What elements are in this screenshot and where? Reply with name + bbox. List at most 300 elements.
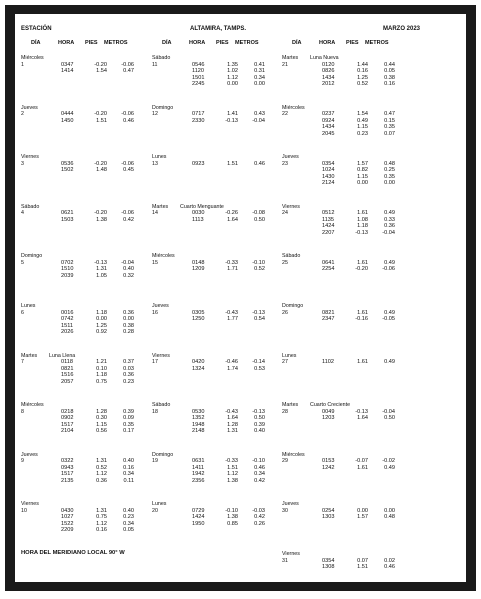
day-number: 2 — [21, 111, 24, 118]
tide-height-feet: 1.12 — [96, 471, 107, 478]
weekday-label: Domingo — [152, 451, 174, 458]
tide-height-feet: 1.18 — [96, 309, 107, 316]
tide-height-meters: 0.31 — [254, 68, 265, 74]
tide-height-meters: 0.09 — [123, 415, 134, 422]
tide-time: 0430 — [61, 507, 74, 514]
weekday-label: Viernes — [21, 154, 39, 161]
tide-height-feet: 0.49 — [357, 117, 368, 124]
tide-height-meters: 0.34 — [123, 520, 134, 527]
tide-height-meters: 0.34 — [123, 471, 134, 478]
tide-height-meters: 0.35 — [384, 173, 395, 180]
day-number: 31 — [282, 557, 288, 564]
tide-height-feet: 1.38 — [227, 514, 238, 521]
weekday-label: Sábado — [282, 253, 301, 260]
tide-height-meters: 0.54 — [254, 316, 265, 322]
tide-height-feet: 1.31 — [96, 507, 107, 514]
tide-height-feet: 1.31 — [96, 266, 107, 273]
tide-height-meters: 0.37 — [123, 359, 134, 366]
tide-time: 0420 — [192, 359, 205, 366]
tide-height-feet: 0.07 — [357, 557, 368, 564]
tide-height-feet: 1.12 — [96, 520, 107, 527]
tide-height-feet: 1.57 — [357, 514, 368, 521]
tide-height-feet: 0.36 — [96, 477, 107, 484]
tide-time: 0153 — [322, 458, 335, 465]
tide-height-meters: 0.50 — [254, 415, 265, 422]
tide-time: 0821 — [322, 309, 335, 316]
day-number: 17 — [152, 359, 158, 366]
day-number: 18 — [152, 408, 158, 415]
tide-height-feet: 0.10 — [96, 365, 107, 372]
tide-time: 0218 — [61, 408, 74, 415]
tide-height-meters: 0.46 — [384, 564, 395, 570]
tide-height-feet: 1.25 — [357, 74, 368, 81]
tide-time: 1411 — [192, 464, 205, 471]
tide-height-meters: -0.10 — [252, 259, 265, 266]
tide-time: 1135 — [322, 216, 335, 223]
tide-time: 1430 — [322, 173, 335, 180]
tide-time: 1510 — [61, 266, 74, 273]
tide-height-meters: 0.49 — [384, 464, 395, 471]
tide-height-feet: 1.18 — [96, 372, 107, 379]
day-number: 27 — [282, 359, 288, 366]
tide-height-meters: -0.08 — [252, 210, 265, 217]
tide-height-meters: 0.50 — [384, 415, 395, 422]
tide-height-meters: -0.02 — [382, 458, 395, 465]
tide-time: 0354 — [322, 160, 335, 167]
tide-height-feet: 1.12 — [227, 74, 238, 81]
tide-height-meters: 0.33 — [384, 216, 395, 223]
tide-time: 2209 — [61, 527, 74, 534]
tide-height-feet: 0.00 — [227, 81, 238, 87]
tide-height-feet: 1.61 — [357, 210, 368, 217]
document-frame — [5, 5, 476, 591]
day-number: 6 — [21, 309, 24, 316]
tide-height-meters: 0.25 — [384, 167, 395, 174]
day-number: 23 — [282, 160, 288, 167]
weekday-label: Domingo — [21, 253, 43, 260]
tide-height-meters: 0.00 — [254, 81, 265, 87]
weekday-label: Lunes — [152, 501, 167, 508]
column-heading-metros: METROS — [235, 40, 259, 46]
tide-height-meters: -0.14 — [252, 359, 265, 366]
column-heading-metros: METROS — [365, 40, 389, 46]
tide-height-feet: 1.51 — [227, 464, 238, 471]
tide-time: 1511 — [61, 322, 74, 329]
tide-height-feet: 1.38 — [227, 477, 238, 484]
tide-height-feet: 1.21 — [96, 359, 107, 366]
weekday-label: Jueves — [152, 303, 169, 309]
day-number: 9 — [21, 458, 24, 465]
weekday-label: Martes — [152, 203, 169, 210]
column-heading-dia: DÍA — [31, 40, 41, 46]
tide-height-meters: 0.35 — [123, 421, 134, 428]
day-number: 22 — [282, 111, 288, 118]
tide-height-meters: 0.36 — [123, 372, 134, 379]
tide-height-meters: 0.11 — [123, 477, 134, 484]
tide-time: 0444 — [61, 111, 74, 118]
day-number: 1 — [21, 61, 24, 68]
tide-height-meters: 0.46 — [254, 160, 265, 167]
day-number: 3 — [21, 160, 24, 167]
tide-height-meters: 0.16 — [123, 464, 134, 471]
tide-height-feet: 0.92 — [96, 329, 107, 335]
tide-time: 1501 — [192, 74, 205, 81]
tide-time: 1424 — [322, 223, 335, 230]
tide-height-meters: 0.41 — [254, 61, 265, 68]
tide-time: 0254 — [322, 507, 335, 514]
tide-time: 0049 — [322, 408, 335, 415]
weekday-label: Lunes — [282, 352, 297, 359]
tide-height-meters: 0.07 — [384, 130, 395, 137]
tide-time: 1414 — [61, 68, 74, 74]
tide-height-meters: 0.00 — [384, 180, 395, 187]
tide-height-feet: 1.61 — [357, 464, 368, 471]
day-number: 7 — [21, 359, 24, 366]
tide-height-feet: -0.20 — [94, 160, 107, 167]
tide-height-feet: -0.20 — [355, 266, 368, 273]
day-number: 25 — [282, 259, 288, 266]
tide-time: 0354 — [322, 557, 335, 564]
day-number: 14 — [152, 210, 158, 217]
tide-time: 0821 — [61, 365, 74, 372]
weekday-label: Miércoles — [152, 253, 175, 260]
tide-height-feet: 1.15 — [357, 173, 368, 180]
tide-height-feet: 1.28 — [96, 408, 107, 415]
day-number: 12 — [152, 111, 158, 118]
weekday-label: Jueves — [21, 451, 38, 458]
tide-height-meters: 0.05 — [123, 527, 134, 534]
weekday-label: Jueves — [21, 104, 38, 111]
tide-height-feet: -0.26 — [225, 210, 238, 217]
tide-height-meters: 0.50 — [254, 216, 265, 223]
weekday-label: Jueves — [282, 501, 299, 508]
tide-time: 2057 — [61, 378, 74, 385]
tide-time: 0924 — [322, 117, 335, 124]
tide-height-feet: 1.44 — [357, 61, 368, 68]
tide-height-meters: 0.47 — [123, 68, 134, 74]
tide-height-meters: 0.23 — [123, 378, 134, 385]
tide-time: 1434 — [322, 74, 335, 81]
tide-time: 2245 — [192, 81, 205, 87]
tide-height-meters: -0.06 — [382, 266, 395, 273]
tide-time: 1502 — [61, 167, 74, 174]
tide-height-feet: 0.30 — [96, 415, 107, 422]
month-year: MARZO 2023 — [383, 26, 421, 32]
tide-time: 1950 — [192, 520, 205, 527]
tide-height-meters: 0.40 — [123, 266, 134, 273]
tide-height-feet: 0.16 — [96, 527, 107, 534]
weekday-label: Martes — [282, 402, 299, 409]
tide-height-meters: 0.43 — [254, 111, 265, 118]
weekday-label: Viernes — [282, 551, 300, 557]
tide-height-feet: 0.82 — [357, 167, 368, 174]
tide-height-feet: 0.85 — [227, 520, 238, 527]
tide-height-feet: 1.28 — [227, 421, 238, 428]
column-heading-hora: HORA — [319, 40, 336, 46]
tide-time: 2330 — [192, 117, 205, 124]
tide-height-meters: -0.05 — [382, 316, 395, 322]
tide-height-feet: 0.16 — [357, 68, 368, 74]
tide-height-meters: 0.03 — [123, 365, 134, 372]
column-heading-pies: PIES — [85, 40, 98, 46]
moon-phase-label: Luna Llena — [49, 352, 76, 359]
weekday-label: Lunes — [152, 154, 167, 161]
weekday-label: Sábado — [152, 402, 171, 409]
tide-time: 2104 — [61, 428, 74, 435]
moon-phase-label: Cuarto Creciente — [310, 402, 351, 409]
column-heading-hora: HORA — [189, 40, 206, 46]
tide-time: 0923 — [192, 160, 205, 167]
moon-phase-label: Cuarto Menguante — [180, 203, 224, 210]
tide-height-feet: 1.02 — [227, 68, 238, 74]
tide-height-feet: -0.07 — [355, 458, 368, 465]
tide-height-meters: -0.04 — [121, 259, 134, 266]
tide-height-meters: 0.34 — [254, 74, 265, 81]
tide-height-meters: 0.16 — [384, 81, 395, 87]
tide-height-meters: 0.39 — [254, 421, 265, 428]
tide-height-feet: 1.74 — [227, 365, 238, 372]
column-heading-pies: PIES — [216, 40, 229, 46]
weekday-label: Miércoles — [282, 104, 305, 111]
tide-height-feet: -0.33 — [225, 458, 238, 465]
day-number: 28 — [282, 408, 288, 415]
day-number: 15 — [152, 259, 158, 266]
weekday-label: Miércoles — [21, 402, 44, 409]
tide-time: 2026 — [61, 329, 74, 335]
tide-height-feet: 1.18 — [357, 223, 368, 230]
tide-time: 1517 — [61, 421, 74, 428]
tide-time: 0546 — [192, 61, 205, 68]
tide-time: 1308 — [322, 564, 335, 570]
tide-time: 1209 — [192, 266, 205, 273]
day-number: 16 — [152, 309, 158, 316]
tide-height-meters: 0.48 — [384, 160, 395, 167]
meridian-note: HORA DEL MERIDIANO LOCAL 90° W — [21, 550, 125, 556]
tide-time: 0717 — [192, 111, 205, 118]
tide-height-feet: 1.15 — [96, 421, 107, 428]
tide-height-meters: 0.42 — [254, 514, 265, 521]
tide-height-meters: -0.04 — [382, 408, 395, 415]
tide-height-meters: 0.28 — [123, 329, 134, 335]
tide-height-meters: -0.06 — [121, 160, 134, 167]
day-number: 20 — [152, 507, 158, 514]
tide-time: 2135 — [61, 477, 74, 484]
tide-height-feet: 1.61 — [357, 309, 368, 316]
tide-height-feet: 0.75 — [96, 514, 107, 521]
day-number: 4 — [21, 210, 24, 217]
tide-height-meters: 0.52 — [254, 266, 265, 273]
tide-time: 0530 — [192, 408, 205, 415]
tide-height-feet: 1.71 — [227, 266, 238, 273]
weekday-label: Viernes — [152, 352, 170, 359]
tide-height-feet: 1.61 — [357, 359, 368, 366]
day-number: 5 — [21, 259, 24, 266]
tide-time: 2254 — [322, 266, 335, 273]
tide-height-feet: 1.64 — [227, 415, 238, 422]
tide-time: 0826 — [322, 68, 335, 74]
column-heading-dia: DÍA — [292, 40, 302, 46]
tide-time: 1516 — [61, 372, 74, 379]
tide-height-feet: 0.56 — [96, 428, 107, 435]
tide-height-meters: 0.17 — [123, 428, 134, 435]
tide-height-meters: 0.49 — [384, 309, 395, 316]
tide-time: 1242 — [322, 464, 335, 471]
tide-height-meters: 0.47 — [384, 111, 395, 118]
tide-height-meters: 0.40 — [123, 458, 134, 465]
tide-height-feet: -0.16 — [355, 316, 368, 322]
tide-height-feet: -0.33 — [225, 259, 238, 266]
tide-height-feet: 1.31 — [227, 428, 238, 435]
tide-height-feet: 1.31 — [96, 458, 107, 465]
tide-time: 1450 — [61, 117, 74, 124]
tide-height-meters: 0.32 — [123, 272, 134, 279]
tide-height-feet: 1.35 — [227, 61, 238, 68]
tide-height-feet: -0.13 — [355, 229, 368, 236]
tide-time: 0347 — [61, 61, 74, 68]
tide-height-meters: -0.10 — [252, 458, 265, 465]
tide-height-meters: 0.42 — [254, 477, 265, 484]
weekday-label: Martes — [21, 352, 38, 359]
tide-time: 1102 — [322, 359, 335, 366]
tide-height-meters: -0.13 — [252, 309, 265, 316]
tide-height-feet: 1.48 — [96, 167, 107, 174]
tide-height-meters: 0.15 — [384, 117, 395, 124]
tide-time: 0536 — [61, 160, 74, 167]
tide-height-feet: 1.41 — [227, 111, 238, 118]
tide-time: 1113 — [192, 216, 204, 223]
weekday-label: Lunes — [21, 303, 36, 309]
station-name: ALTAMIRA, TAMPS. — [190, 26, 246, 32]
tide-time: 2148 — [192, 428, 205, 435]
tide-table-page — [15, 14, 466, 582]
tide-height-meters: 0.26 — [254, 520, 265, 527]
tide-height-meters: 0.36 — [384, 223, 395, 230]
tide-height-meters: 0.38 — [123, 322, 134, 329]
weekday-label: Sábado — [152, 55, 171, 61]
tide-height-meters: 0.40 — [123, 507, 134, 514]
day-number: 8 — [21, 408, 24, 415]
tide-time: 0030 — [192, 210, 205, 217]
tide-time: 2045 — [322, 130, 335, 137]
tide-height-feet: 0.00 — [357, 507, 368, 514]
tide-height-feet: 1.25 — [96, 322, 107, 329]
weekday-label: Viernes — [21, 501, 39, 508]
tide-time: 1434 — [322, 124, 335, 131]
day-number: 21 — [282, 61, 288, 68]
tide-height-feet: 0.52 — [96, 464, 107, 471]
tide-height-feet: 1.12 — [227, 471, 238, 478]
tide-height-feet: -0.13 — [94, 259, 107, 266]
tide-time: 1424 — [192, 514, 205, 521]
tide-height-feet: 1.64 — [357, 415, 368, 422]
moon-phase-label: Luna Nueva — [310, 55, 339, 61]
tide-height-meters: 0.44 — [384, 61, 395, 68]
tide-time: 0237 — [322, 111, 335, 118]
weekday-label: Domingo — [282, 303, 304, 309]
tide-height-meters: 0.45 — [123, 167, 134, 174]
weekday-label: Domingo — [152, 104, 174, 111]
tide-height-meters: 0.02 — [384, 557, 395, 564]
tide-height-feet: 1.61 — [357, 259, 368, 266]
tide-height-feet: 1.57 — [357, 160, 368, 167]
weekday-label: Viernes — [282, 203, 300, 210]
tide-height-meters: 0.49 — [384, 359, 395, 366]
day-number: 24 — [282, 210, 288, 217]
tide-height-meters: 0.35 — [384, 124, 395, 131]
day-number: 10 — [21, 507, 27, 514]
tide-height-feet: -0.43 — [225, 309, 238, 316]
day-number: 29 — [282, 458, 288, 465]
weekday-label: Martes — [282, 55, 299, 61]
tide-height-feet: 0.00 — [96, 316, 107, 322]
tide-height-meters: -0.03 — [252, 507, 265, 514]
tide-time: 0702 — [61, 259, 74, 266]
tide-time: 0943 — [61, 464, 74, 471]
weekday-label: Miércoles — [21, 55, 44, 61]
tide-time: 0118 — [61, 359, 74, 366]
tide-time: 0512 — [322, 210, 335, 217]
tide-height-feet: -0.13 — [225, 117, 238, 124]
tide-height-meters: -0.06 — [121, 210, 134, 217]
weekday-label: Jueves — [282, 154, 299, 161]
tide-time: 0120 — [322, 61, 335, 68]
tide-height-meters: 0.46 — [254, 464, 265, 471]
tide-time: 0641 — [322, 259, 335, 266]
tide-time: 0322 — [61, 458, 74, 465]
tide-time: 2347 — [322, 316, 335, 322]
tide-height-feet: 0.75 — [96, 378, 107, 385]
tide-time: 1948 — [192, 421, 205, 428]
day-number: 26 — [282, 309, 288, 316]
tide-height-feet: 1.54 — [96, 68, 107, 74]
tide-time: 2012 — [322, 81, 335, 87]
day-number: 11 — [152, 61, 158, 68]
tide-height-feet: 1.64 — [227, 216, 238, 223]
tide-time: 1522 — [61, 520, 74, 527]
tide-height-feet: 1.51 — [357, 564, 368, 570]
tide-height-feet: -0.20 — [94, 111, 107, 118]
tide-height-meters: 0.40 — [254, 428, 265, 435]
tide-time: 0305 — [192, 309, 205, 316]
tide-height-feet: -0.20 — [94, 210, 107, 217]
tide-height-meters: -0.06 — [121, 111, 134, 118]
tide-height-feet: 1.51 — [227, 160, 238, 167]
tide-time: 0148 — [192, 259, 205, 266]
tide-time: 1942 — [192, 471, 205, 478]
column-heading-pies: PIES — [346, 40, 359, 46]
tide-time: 2207 — [322, 229, 335, 236]
tide-height-meters: 0.00 — [384, 507, 395, 514]
tide-height-meters: 0.05 — [384, 68, 395, 74]
tide-height-meters: 0.48 — [384, 514, 395, 521]
tide-time: 0016 — [61, 309, 74, 316]
tide-height-meters: 0.23 — [123, 514, 134, 521]
column-heading-dia: DÍA — [162, 40, 172, 46]
tide-height-meters: 0.36 — [123, 309, 134, 316]
tide-time: 1324 — [192, 365, 205, 372]
tide-height-feet: 1.15 — [357, 124, 368, 131]
column-heading-metros: METROS — [104, 40, 128, 46]
tide-time: 1027 — [61, 514, 74, 521]
day-number: 30 — [282, 507, 288, 514]
tide-time: 0742 — [61, 316, 74, 322]
tide-time: 2039 — [61, 272, 74, 279]
tide-height-feet: 0.52 — [357, 81, 368, 87]
tide-height-meters: 0.53 — [254, 365, 265, 372]
tide-height-feet: 1.38 — [96, 216, 107, 223]
day-number: 13 — [152, 160, 158, 167]
tide-height-feet: -0.43 — [225, 408, 238, 415]
